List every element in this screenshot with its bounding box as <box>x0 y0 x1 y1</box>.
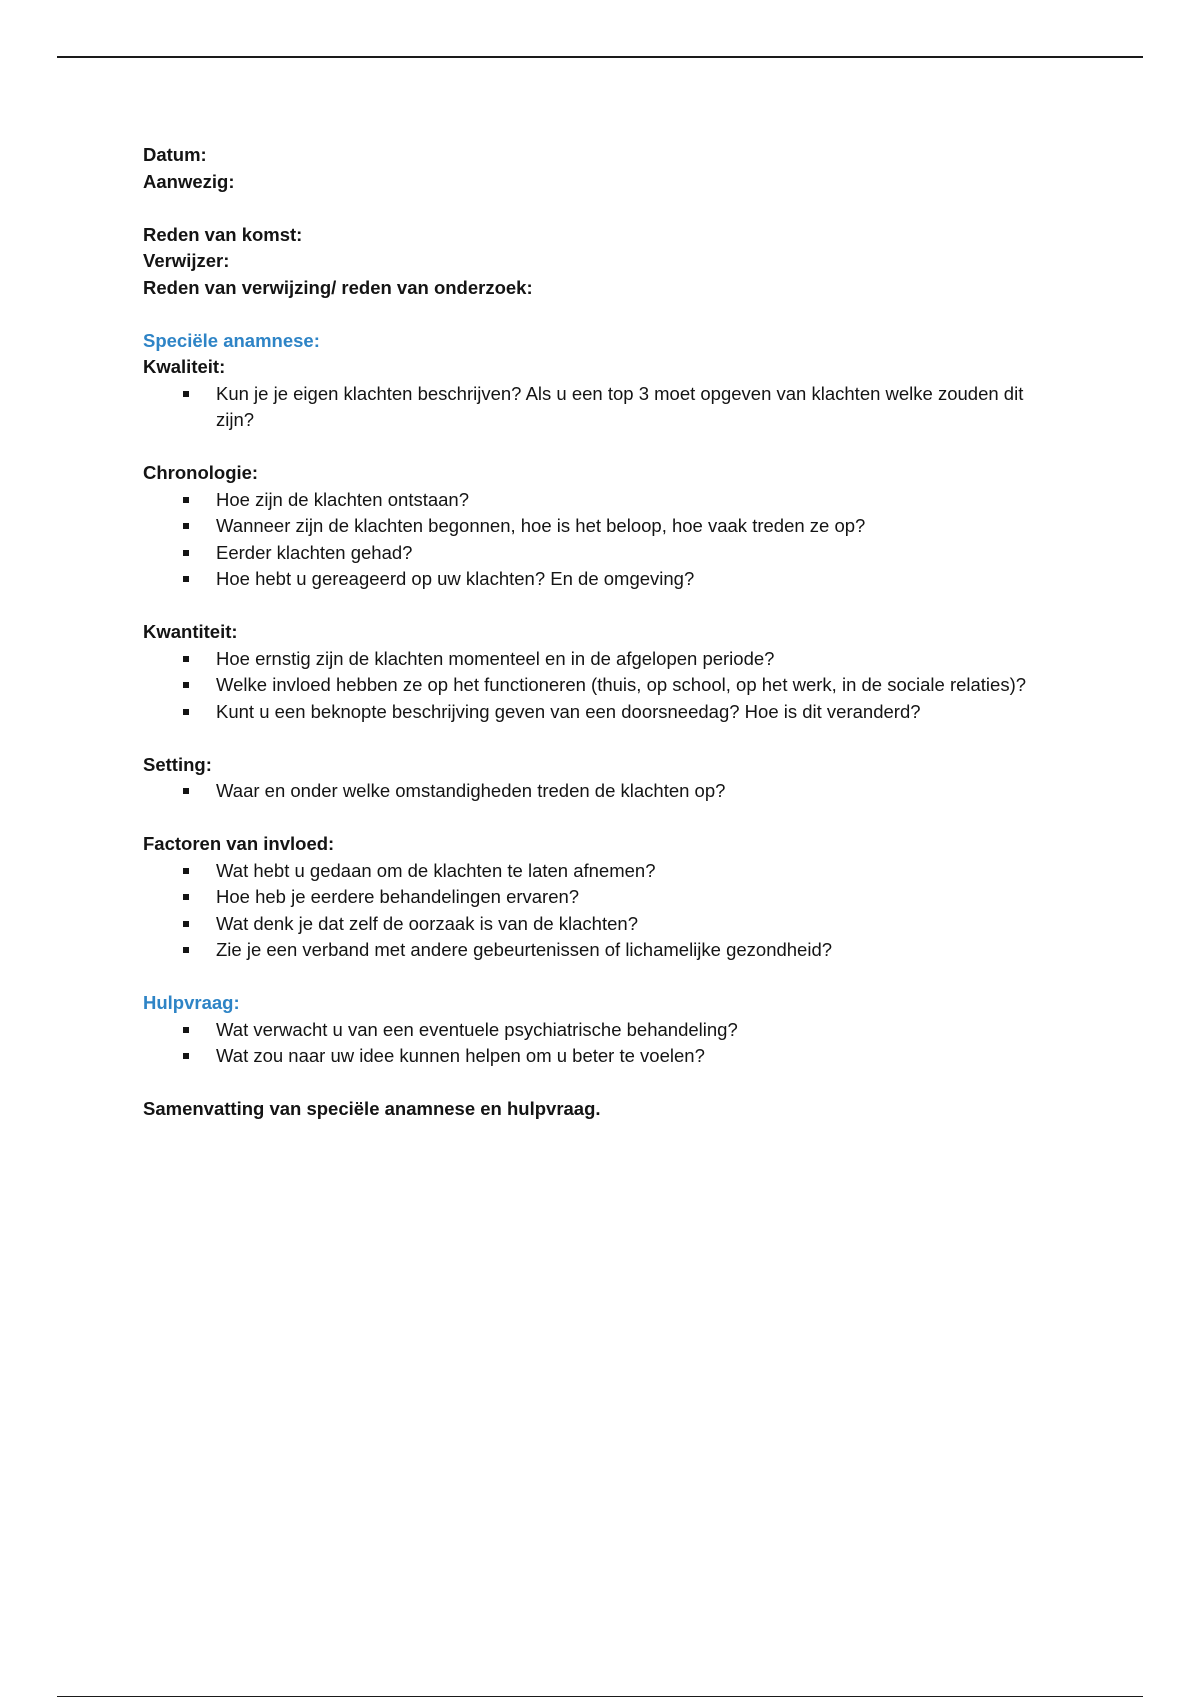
square-bullet-icon <box>183 391 189 397</box>
square-bullet-icon <box>183 921 189 927</box>
list-item: Hoe ernstig zijn de klachten momenteel en in de afgelopen periode? <box>143 646 1043 673</box>
square-bullet-icon <box>183 1027 189 1033</box>
square-bullet-icon <box>183 709 189 715</box>
square-bullet-icon <box>183 947 189 953</box>
factoren-title: Factoren van invloed: <box>143 833 335 854</box>
list-item: Eerder klachten gehad? <box>143 540 1043 567</box>
spacer <box>143 725 1043 752</box>
square-bullet-icon <box>183 894 189 900</box>
spacer <box>143 964 1043 991</box>
list-item: Hoe hebt u gereageerd op uw klachten? En de omgeving? <box>143 566 1043 593</box>
field-reden-verwijzing: Reden van verwijzing/ reden van onderzoek: <box>143 276 533 298</box>
list-item: Wat hebt u gedaan om de klachten te laten afnemen? <box>143 858 1043 885</box>
square-bullet-icon <box>183 656 189 662</box>
list-item: Zie je een verband met andere gebeurtenissen of lichamelijke gezondheid? <box>143 937 1043 964</box>
setting-list <box>143 778 1043 805</box>
list-item: Wanneer zijn de klachten begonnen, hoe is het beloop, hoe vaak treden ze op? <box>143 513 1043 540</box>
speciele-anamnese-heading: Speciële anamnese: <box>143 329 320 351</box>
field-datum: Datum: <box>143 144 207 165</box>
samenvatting: Samenvatting van speciële anamnese en hulpvraag. <box>143 1098 601 1119</box>
square-bullet-icon <box>183 576 189 582</box>
chronologie-title: Chronologie: <box>143 462 259 483</box>
kwaliteit-list <box>143 381 1043 434</box>
hulpvraag-heading: Hulpvraag: <box>143 992 240 1013</box>
list-item: Waar en onder welke omstandigheden treden de klachten op? <box>143 778 1043 805</box>
factoren-list <box>143 858 1043 964</box>
square-bullet-icon <box>183 550 189 556</box>
spacer <box>143 195 1043 222</box>
header-rule <box>57 56 1143 58</box>
spacer <box>143 434 1043 461</box>
spacer <box>143 805 1043 832</box>
list-item: Kun je je eigen klachten beschrijven? Als u een top 3 moet opgeven van klachten welke zouden dit zijn? <box>143 381 1043 434</box>
footer-rule <box>57 1696 1143 1697</box>
list-item: Welke invloed hebben ze op het functioneren (thuis, op school, op het werk, in de sociale relaties)? <box>143 672 1043 699</box>
kwaliteit-title: Kwaliteit: <box>143 356 226 377</box>
square-bullet-icon <box>183 523 189 529</box>
square-bullet-icon <box>183 497 189 503</box>
list-item: Wat denk je dat zelf de oorzaak is van de klachten? <box>143 911 1043 938</box>
list-item: Hoe zijn de klachten ontstaan? <box>143 487 1043 514</box>
list-item: Kunt u een beknopte beschrijving geven van een doorsneedag? Hoe is dit veranderd? <box>143 699 1043 726</box>
spacer <box>143 301 1043 328</box>
kwantiteit-title: Kwantiteit: <box>143 621 238 642</box>
kwantiteit-list <box>143 646 1043 726</box>
spacer <box>143 1070 1043 1097</box>
hulpvraag-list <box>143 1017 1043 1070</box>
square-bullet-icon <box>183 1053 189 1059</box>
list-item: Wat verwacht u van een eventuele psychiatrische behandeling? <box>143 1017 1043 1044</box>
document-body <box>143 142 1043 1123</box>
list-item: Hoe heb je eerdere behandelingen ervaren? <box>143 884 1043 911</box>
square-bullet-icon <box>183 788 189 794</box>
spacer <box>143 593 1043 620</box>
field-aanwezig: Aanwezig: <box>143 170 235 192</box>
field-verwijzer: Verwijzer: <box>143 250 230 271</box>
setting-title: Setting: <box>143 753 212 775</box>
chronologie-list <box>143 487 1043 593</box>
field-reden-van-komst: Reden van komst: <box>143 223 303 245</box>
square-bullet-icon <box>183 682 189 688</box>
list-item: Wat zou naar uw idee kunnen helpen om u beter te voelen? <box>143 1043 1043 1070</box>
square-bullet-icon <box>183 868 189 874</box>
